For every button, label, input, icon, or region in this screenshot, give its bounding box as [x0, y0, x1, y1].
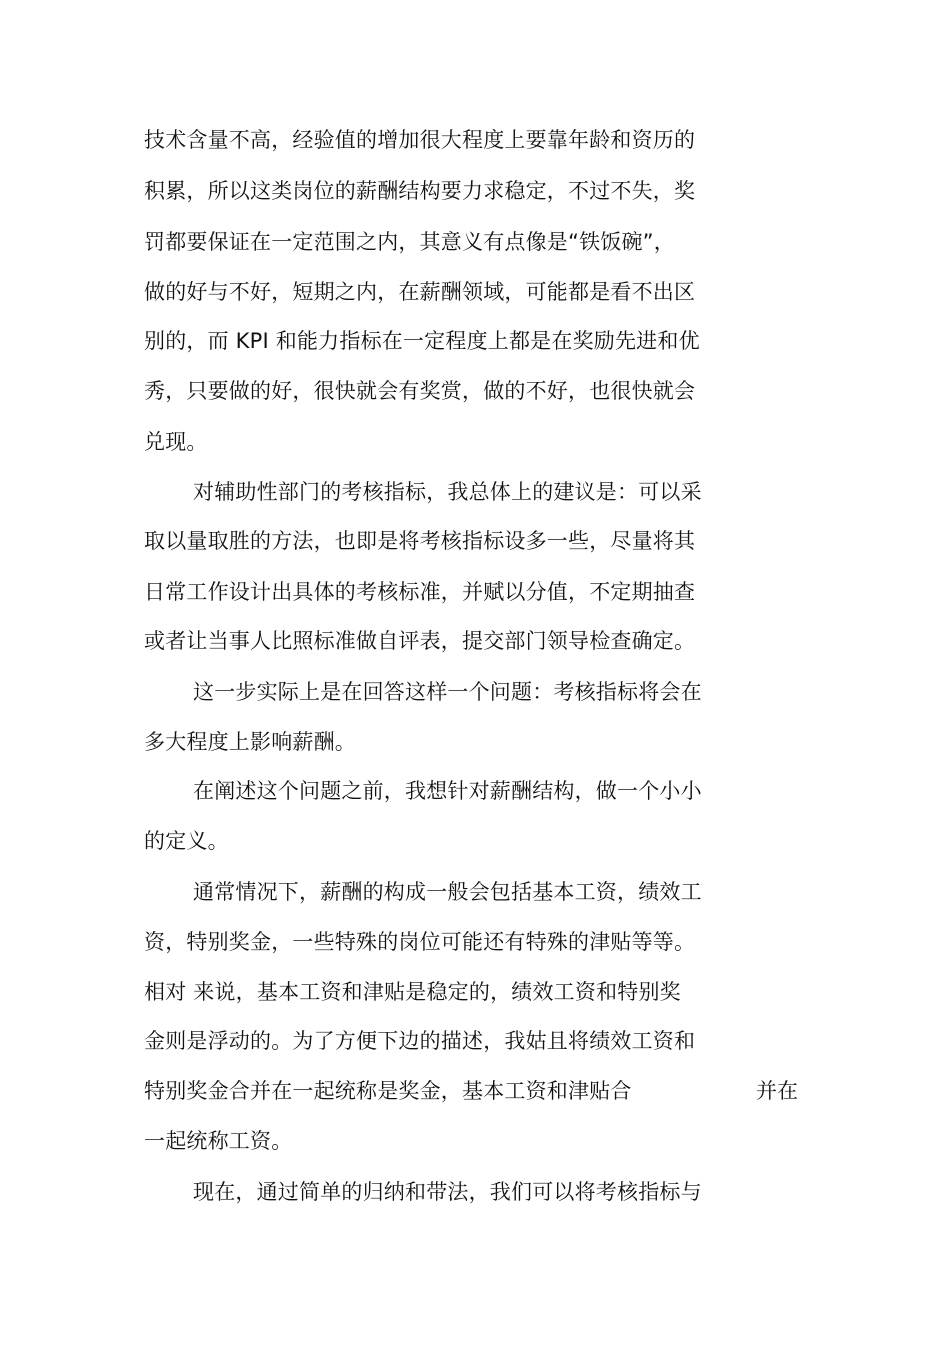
- text-line-18: 相对 来说，基本工资和津贴是稳定的，绩效工资和特别奖: [144, 980, 681, 1004]
- text-line-10: 日常工作设计出具体的考核标准，并赋以分值，不定期抽查: [144, 580, 696, 604]
- text-line-20: 特别奖金合并在一起统称是奖金，基本工资和津贴合: [144, 1079, 632, 1103]
- text-line-15: 的定义。: [144, 829, 229, 853]
- text-line-11: 或者让当事人比照标准做自评表，提交部门领导检查确定。: [144, 629, 696, 653]
- text-line-8: 对辅助性部门的考核指标，我总体上的建议是：可以采: [193, 480, 702, 504]
- text-line-5: 别的，而 KPI 和能力指标在一定程度上都是在奖励先进和优: [144, 329, 700, 353]
- text-line-16: 通常情况下，薪酬的构成一般会包括基本工资，绩效工: [193, 880, 702, 904]
- text-line-17: 资，特别奖金，一些特殊的岗位可能还有特殊的津贴等等。: [144, 930, 696, 954]
- text-line-22: 现在，通过简单的归纳和带法，我们可以将考核指标与: [193, 1180, 702, 1204]
- text-line-4: 做的好与不好，短期之内，在薪酬领域，可能都是看不出区: [144, 280, 696, 304]
- text-line-3: 罚都要保证在一定范围之内，其意义有点像是“铁饭碗”，: [144, 230, 675, 254]
- text-line-19: 金则是浮动的。为了方便下边的描述，我姑且将绩效工资和: [144, 1029, 696, 1053]
- text-line-2: 积累，所以这类岗位的薪酬结构要力求稳定，不过不失，奖: [144, 179, 696, 203]
- text-line-21: 一起统称工资。: [144, 1129, 293, 1153]
- text-line-9: 取以量取胜的方法，也即是将考核指标设多一些，尽量将其: [144, 529, 696, 553]
- text-line-12: 这一步实际上是在回答这样一个问题：考核指标将会在: [193, 680, 702, 704]
- text-line-13: 多大程度上影响薪酬。: [144, 730, 356, 754]
- text-line-6: 秀，只要做的好，很快就会有奖赏，做的不好，也很快就会: [144, 379, 696, 403]
- text-line-14: 在阐述这个问题之前，我想针对薪酬结构，做一个小小: [193, 779, 702, 803]
- text-line-1: 技术含量不高，经验值的增加很大程度上要靠年龄和资历的: [144, 128, 696, 152]
- text-line-7: 兑现。: [144, 430, 208, 454]
- text-line-20-tail: 并在: [756, 1079, 798, 1103]
